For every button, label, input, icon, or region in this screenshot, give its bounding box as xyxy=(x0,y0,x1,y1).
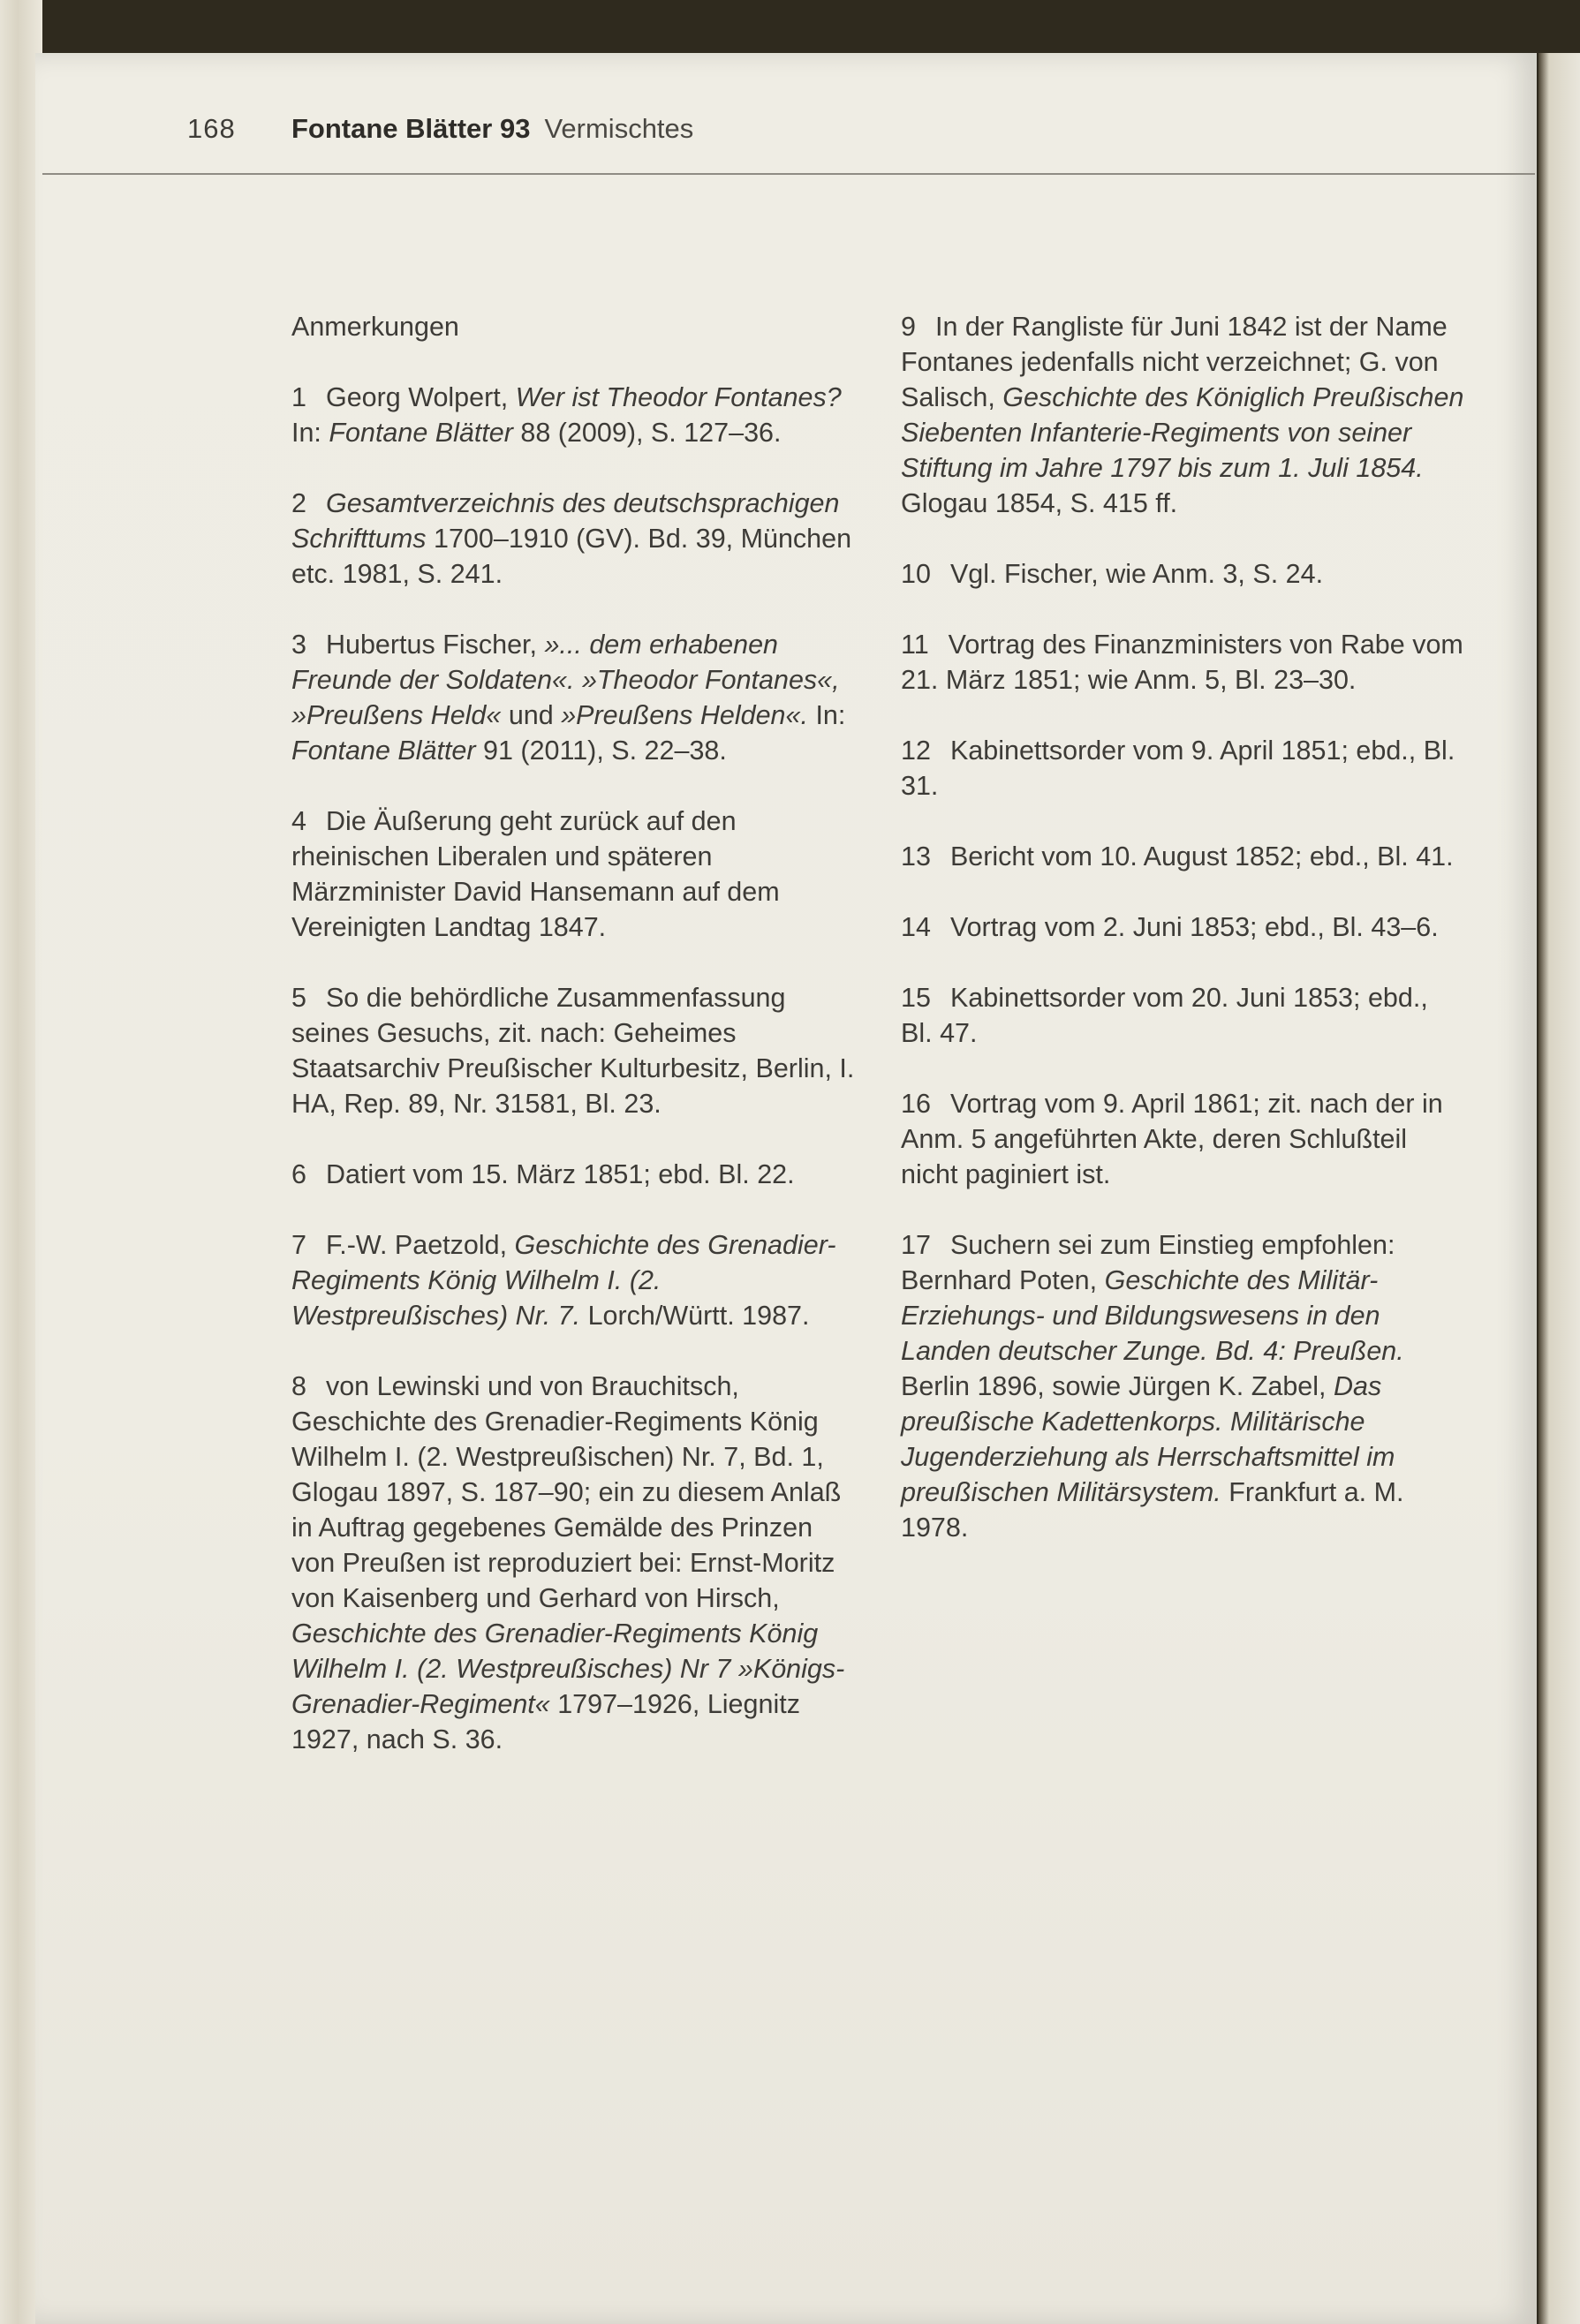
footnote-text: Hubertus Fischer, xyxy=(325,630,545,660)
footnote-text: 1700–1910 (GV). Bd. 39, München etc. 1981, S. 241. xyxy=(291,524,852,589)
footnote-number: 3 xyxy=(291,630,306,660)
footnote-text: Datiert vom 15. März 1851; ebd. Bl. 22. xyxy=(325,1159,795,1189)
footnote xyxy=(291,1157,857,1192)
footnote-text: und xyxy=(501,700,562,730)
header-rule xyxy=(42,173,1535,175)
footnote-text: Frankfurt a. M. 1978. xyxy=(901,1477,1404,1543)
footnote xyxy=(291,486,857,592)
notes-column-left xyxy=(291,309,857,1792)
page-number: 168 xyxy=(187,113,236,144)
footnote xyxy=(901,627,1466,698)
footnote-number: 1 xyxy=(291,382,306,412)
footnote xyxy=(901,839,1466,874)
footnote-text: Glogau 1854, S. 415 ff. xyxy=(901,488,1178,518)
footnote-text: In: xyxy=(291,418,329,448)
footnote xyxy=(291,980,857,1121)
footnote-title-text: Gesamtverzeichnis des deutschsprachigen Schrifttums xyxy=(291,488,840,554)
footnote-number: 15 xyxy=(901,983,931,1013)
footnote-number: 5 xyxy=(291,983,306,1013)
footnote-title-text: »Preußens Helden«. xyxy=(561,700,808,730)
footnote xyxy=(901,733,1466,804)
footnote-text: Suchern sei zum Einstieg empfohlen: Bernhard Poten, xyxy=(901,1230,1395,1295)
footnote xyxy=(291,627,857,768)
footnote-number: 4 xyxy=(291,806,306,836)
footnote-number: 2 xyxy=(291,488,306,518)
footnote xyxy=(901,556,1466,592)
footnote-text: von Lewinski und von Brauchitsch, Geschichte des Grenadier-Regiments König Wilhelm I. (2. Westpreußischen) Nr. 7, Bd. 1, Glogau 1897, S. 187–90; ein zu diesem Anlaß in Auftrag gegebenes Gemälde des Prinzen von Preußen ist reproduziert bei: Ernst-Moritz von Kaisenberg und Gerhard von Hirsch, xyxy=(291,1371,842,1613)
footnote-text: Vgl. Fischer, wie Anm. 3, S. 24. xyxy=(949,559,1324,589)
footnote-text: In: xyxy=(807,700,846,730)
footnote-text: F.-W. Paetzold, xyxy=(325,1230,515,1260)
notes-list-right xyxy=(901,309,1466,1545)
footnote xyxy=(901,980,1466,1051)
footnote-number: 12 xyxy=(901,736,931,766)
footnote-number: 8 xyxy=(291,1371,306,1401)
footnote-number: 13 xyxy=(901,841,931,872)
footnote-title-text: Fontane Blätter xyxy=(291,736,476,766)
notes-column-right xyxy=(901,309,1466,1581)
footnote-title-text: »... dem erhabenen Freunde der Soldaten«. »Theodor Fontanes«, »Preußens Held« xyxy=(291,630,840,730)
footnote-text: Vortrag vom 2. Juni 1853; ebd., Bl. 43–6. xyxy=(949,912,1439,942)
notes-list-left xyxy=(291,380,857,1757)
footnote-text: Vortrag vom 9. April 1861; zit. nach der in Anm. 5 angeführten Akte, deren Schlußteil nicht paginiert ist. xyxy=(901,1089,1443,1189)
footnote-text: 1797–1926, Liegnitz 1927, nach S. 36. xyxy=(291,1689,800,1754)
footnote-title-text: Geschichte des Militär-Erziehungs- und Bildungswesens in den Landen deutscher Zunge. Bd. 4: Preußen. xyxy=(901,1265,1404,1366)
footnote-text: Bericht vom 10. August 1852; ebd., Bl. 41. xyxy=(949,841,1454,872)
footnote-text: Die Äußerung geht zurück auf den rheinischen Liberalen und späteren Märzminister David Hansemann auf dem Vereinigten Landtag 1847. xyxy=(291,806,780,942)
footnote xyxy=(901,1227,1466,1545)
footnote-number: 6 xyxy=(291,1159,306,1189)
footnote xyxy=(901,309,1466,521)
footnote-text: Berlin 1896, sowie Jürgen K. Zabel, xyxy=(901,1371,1334,1401)
next-page-edge xyxy=(1538,53,1580,2324)
notes-heading: Anmerkungen xyxy=(291,312,459,342)
footnote-title-text: Geschichte des Königlich Preußischen Siebenten Infanterie-Regiments von seiner Stiftung im Jahre 1797 bis zum 1. Juli 1854. xyxy=(901,382,1464,483)
footnote xyxy=(291,804,857,945)
footnote-number: 14 xyxy=(901,912,931,942)
footnote-title-text: Geschichte des Grenadier-Regiments König Wilhelm I. (2. Westpreußisches) Nr. 7. xyxy=(291,1230,836,1331)
footnote-number: 11 xyxy=(901,630,929,660)
footnote-text: 91 (2011), S. 22–38. xyxy=(475,736,727,766)
footnote-title-text: Geschichte des Grenadier-Regiments König Wilhelm I. (2. Westpreußisches) Nr 7 »Königs-Grenadier-Regiment« xyxy=(291,1618,845,1719)
section-title: Vermischtes xyxy=(544,113,694,144)
footnote-title-text: Das preußische Kadettenkorps. Militärische Jugenderziehung als Herrschaftsmittel im preußischen Militärsystem. xyxy=(901,1371,1395,1507)
footnote-text: So die behördliche Zusammenfassung seines Gesuchs, zit. nach: Geheimes Staatsarchiv Preußischer Kulturbesitz, Berlin, I. HA, Rep. 89, Nr. 31581, Bl. 23. xyxy=(291,983,855,1119)
footnote-number: 16 xyxy=(901,1089,931,1119)
footnote-text: Vortrag des Finanzministers von Rabe vom 21. März 1851; wie Anm. 5, Bl. 23–30. xyxy=(901,630,1463,695)
footnote-number: 17 xyxy=(901,1230,931,1260)
footnote-text: 88 (2009), S. 127–36. xyxy=(512,418,782,448)
footnote xyxy=(901,909,1466,945)
footnote-number: 9 xyxy=(901,312,916,342)
footnote-title-text: Fontane Blätter xyxy=(329,418,513,448)
footnote-title-text: Wer ist Theodor Fontanes? xyxy=(515,382,842,412)
footnote xyxy=(901,1086,1466,1192)
footnote xyxy=(291,1369,857,1757)
footnote-text: Georg Wolpert, xyxy=(325,382,516,412)
footnote-number: 10 xyxy=(901,559,931,589)
running-header xyxy=(187,113,693,152)
footnote-number: 7 xyxy=(291,1230,306,1260)
footnote-text: Kabinettsorder vom 20. Juni 1853; ebd., Bl. 47. xyxy=(901,983,1428,1048)
footnote-text: Lorch/Württ. 1987. xyxy=(580,1301,810,1331)
journal-title: Fontane Blätter 93 xyxy=(291,113,531,144)
footnote-text: In der Rangliste für Juni 1842 ist der Name Fontanes jedenfalls nicht verzeichnet; G. von Salisch, xyxy=(901,312,1448,412)
footnote-text: Kabinettsorder vom 9. April 1851; ebd., Bl. 31. xyxy=(901,736,1455,801)
footnote xyxy=(291,1227,857,1333)
footnote xyxy=(291,380,857,450)
